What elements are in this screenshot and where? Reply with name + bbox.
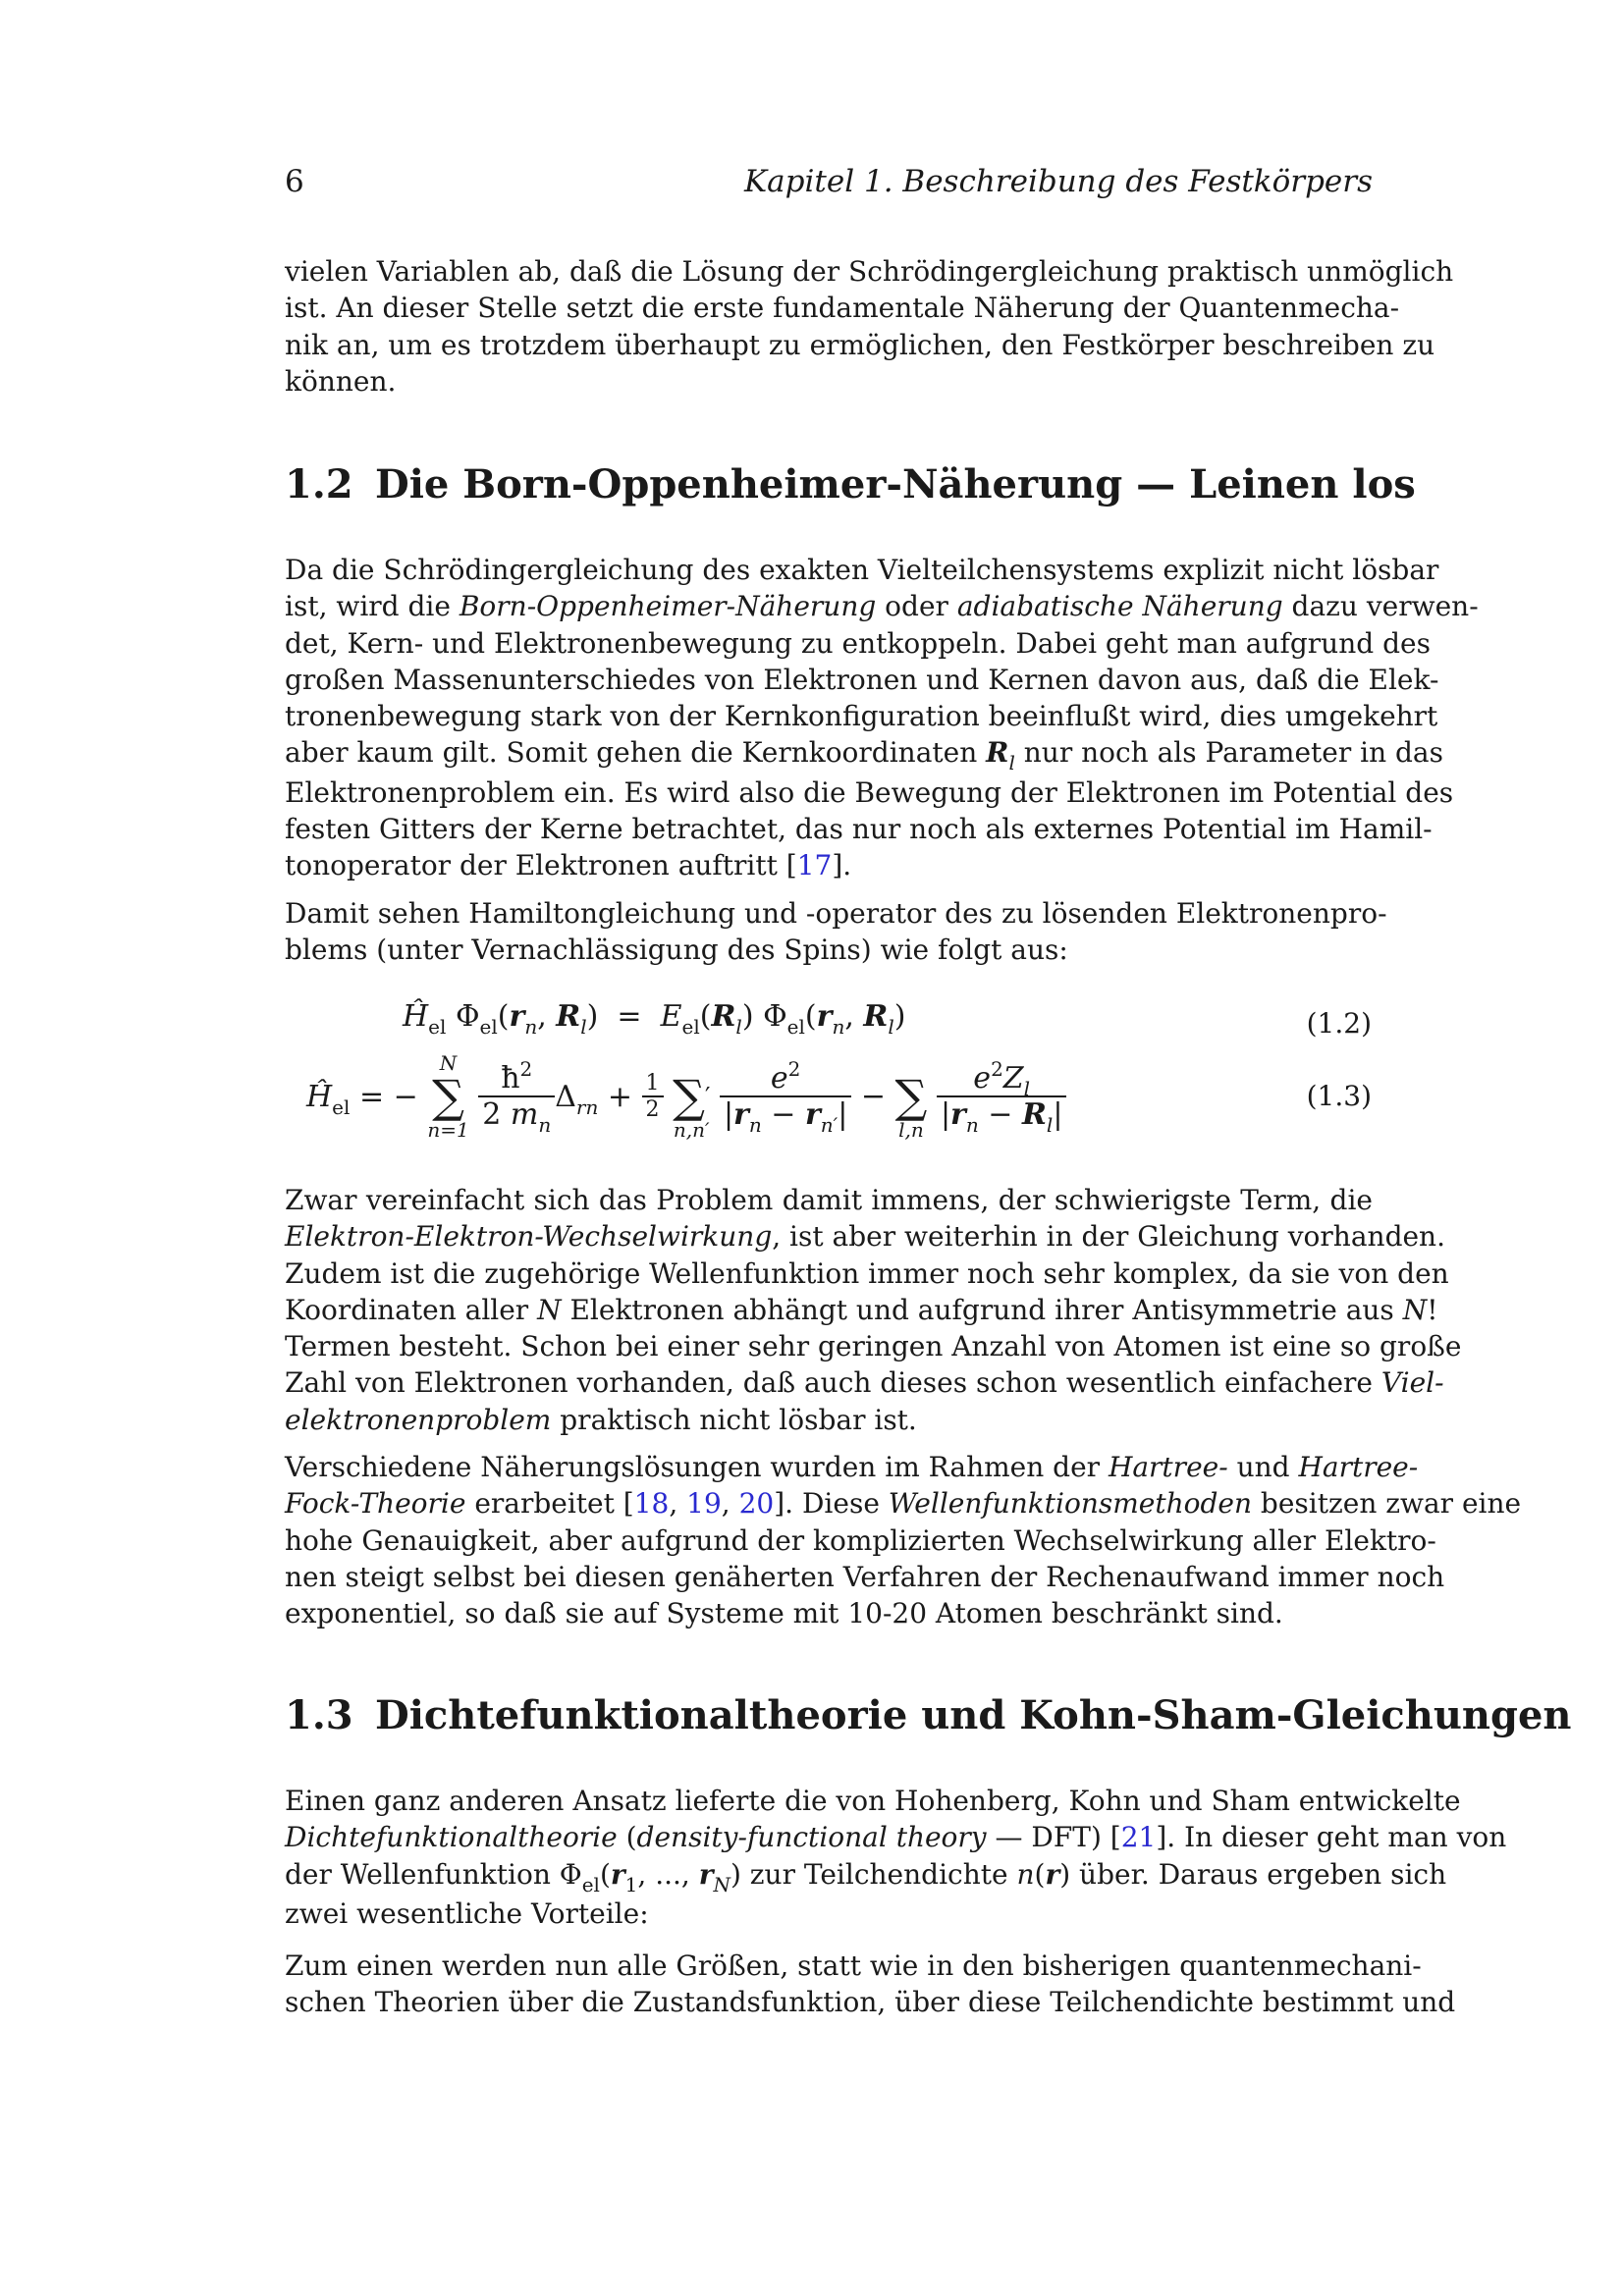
paragraph-electron-interaction bbox=[285, 1182, 1462, 1438]
paragraph-hamilton-intro bbox=[285, 895, 1387, 969]
paragraph-dft-advantages bbox=[285, 1948, 1456, 2021]
text-line: aber kaum gilt. Somit gehen die Kernkoordinaten $R_l$ nur noch als Parameter in das bbox=[285, 736, 1443, 775]
text-line: Zudem ist die zugehörige Wellenfunktion immer noch sehr komplex, da sie von den bbox=[285, 1256, 1449, 1290]
text-line: Verschiedene Näherungslösungen wurden im Rahmen der Hartree- und Hartree- bbox=[285, 1451, 1419, 1483]
equation-1-2: $Ĥ_{el}$ $\Phi_{el}(r_n$, $R_l) = E_{el}(R_l)$ $\Phi_{el}(r_n$, $R_l$) bbox=[403, 999, 906, 1039]
text-line: festen Gitters der Kerne betrachtet, das nur noch als externes Potential im Hamil- bbox=[285, 813, 1433, 846]
text-line: ist, wird die Born-Oppenheimer-Näherung oder adiabatische Näherung dazu verwen- bbox=[285, 590, 1479, 623]
text-line: tonoperator der Elektronen auftritt [17]. bbox=[285, 849, 852, 882]
text-line: ist. An dieser Stelle setzt die erste fundamentale Näherung der Quantenmecha- bbox=[285, 292, 1400, 325]
text-line: Elektronenproblem ein. Es wird also die Bewegung der Elektronen im Potential des bbox=[285, 775, 1454, 809]
page-number: 6 bbox=[285, 164, 304, 199]
citation-link[interactable]: 19 bbox=[686, 1487, 722, 1521]
text-line: Da die Schrödingergleichung des exakten Vielteilchensystems explizit nicht lösbar bbox=[285, 554, 1439, 586]
text-line: Termen besteht. Schon bei einer sehr geringen Anzahl von Atomen ist eine so große bbox=[285, 1330, 1462, 1363]
chapter-title: Kapitel 1. Beschreibung des Festkörpers bbox=[744, 164, 1373, 199]
equation-number: (1.3) bbox=[1306, 1080, 1372, 1112]
intro-paragraph bbox=[285, 253, 1454, 400]
text-line: nen steigt selbst bei diesen genäherten Verfahren der Rechenaufwand immer noch bbox=[285, 1560, 1445, 1593]
text-line: Dichtefunktionaltheorie (density-functional theory — DFT) [21]. In dieser geht man von bbox=[285, 1821, 1507, 1854]
equation-1-3: $Ĥ_{el}$ = − N ∑ n=1 $\frac{ħ^2}{2 m_n}$ $\Delta_{rn}$ + $\frac{1}{2}$ ∑′ n,n′ $\frac{e^2}{|r_n - r_{n'}|}$ − ∑ l,n $\frac{e^2Z_l}{|r_n - R_l|}$ bbox=[306, 1052, 1066, 1141]
section-title: Die Born-Oppenheimer-Näherung — Leinen los bbox=[375, 461, 1416, 507]
section-title: Dichtefunktionaltheorie und Kohn-Sham-Gleichungen bbox=[375, 1692, 1572, 1738]
text-line: Koordinaten aller N Elektronen abhängt und aufgrund ihrer Antisymmetrie aus N! bbox=[285, 1293, 1438, 1326]
running-header bbox=[285, 157, 1373, 206]
text-line: elektronenproblem praktisch nicht lösbar ist. bbox=[285, 1403, 917, 1436]
text-line: Fock-Theorie erarbeitet [18, 19, 20]. Diese Wellenfunktionsmethoden besitzen zwar eine bbox=[285, 1487, 1522, 1521]
section-number: 1.2 bbox=[285, 461, 353, 507]
equation-number: (1.2) bbox=[1306, 1007, 1372, 1040]
section-heading-1-2 bbox=[285, 461, 1416, 507]
text-line: vielen Variablen ab, daß die Lösung der Schrödingergleichung praktisch unmöglich bbox=[285, 255, 1454, 288]
citation-link[interactable]: 21 bbox=[1120, 1821, 1157, 1854]
citation-link[interactable]: 17 bbox=[796, 849, 833, 882]
text-line: Zwar vereinfacht sich das Problem damit immens, der schwierigste Term, die bbox=[285, 1184, 1373, 1216]
text-line: der Wellenfunktion $\Phi_{el}(r_1$, ..., $r_N$) zur Teilchendichte n(r) über. Daraus ergeben sich bbox=[285, 1857, 1447, 1896]
citation-link[interactable]: 18 bbox=[633, 1487, 670, 1521]
text-line: schen Theorien über die Zustandsfunktion, über diese Teilchendichte bestimmt und bbox=[285, 1986, 1456, 2019]
text-line: hohe Genauigkeit, aber aufgrund der komplizierten Wechselwirkung aller Elektro- bbox=[285, 1523, 1436, 1557]
text-line: det, Kern- und Elektronenbewegung zu entkoppeln. Dabei geht man aufgrund des bbox=[285, 626, 1431, 660]
text-line: tronenbewegung stark von der Kernkonfiguration beeinflußt wird, dies umgekehrt bbox=[285, 700, 1438, 733]
text-line: können. bbox=[285, 364, 397, 398]
text-line: Elektron-Elektron-Wechselwirkung, ist aber weiterhin in der Gleichung vorhanden. bbox=[285, 1220, 1445, 1254]
citation-link[interactable]: 20 bbox=[738, 1487, 775, 1521]
text-line: blems (unter Vernachlässigung des Spins) wie folgt aus: bbox=[285, 934, 1068, 967]
text-line: Zum einen werden nun alle Größen, statt wie in den bisherigen quantenmechani- bbox=[285, 1949, 1422, 1982]
paragraph-hartree-fock bbox=[285, 1449, 1522, 1631]
text-line: großen Massenunterschiedes von Elektronen und Kernen davon aus, daß die Elek- bbox=[285, 663, 1439, 696]
paragraph-born-oppenheimer bbox=[285, 552, 1479, 884]
text-line: Damit sehen Hamiltongleichung und -operator des zu lösenden Elektronenpro- bbox=[285, 897, 1387, 930]
paragraph-dft-intro bbox=[285, 1783, 1507, 1932]
section-heading-1-3 bbox=[285, 1692, 1572, 1738]
text-line: zwei wesentliche Vorteile: bbox=[285, 1896, 649, 1930]
text-line: nik an, um es trotzdem überhaupt zu ermöglichen, den Festkörper beschreiben zu bbox=[285, 328, 1435, 361]
text-line: exponentiel, so daß sie auf Systeme mit 10-20 Atomen beschränkt sind. bbox=[285, 1597, 1283, 1630]
section-number: 1.3 bbox=[285, 1692, 353, 1738]
text-line: Zahl von Elektronen vorhanden, daß auch dieses schon wesentlich einfachere Viel- bbox=[285, 1366, 1444, 1400]
text-line: Einen ganz anderen Ansatz lieferte die von Hohenberg, Kohn und Sham entwickelte bbox=[285, 1785, 1461, 1817]
